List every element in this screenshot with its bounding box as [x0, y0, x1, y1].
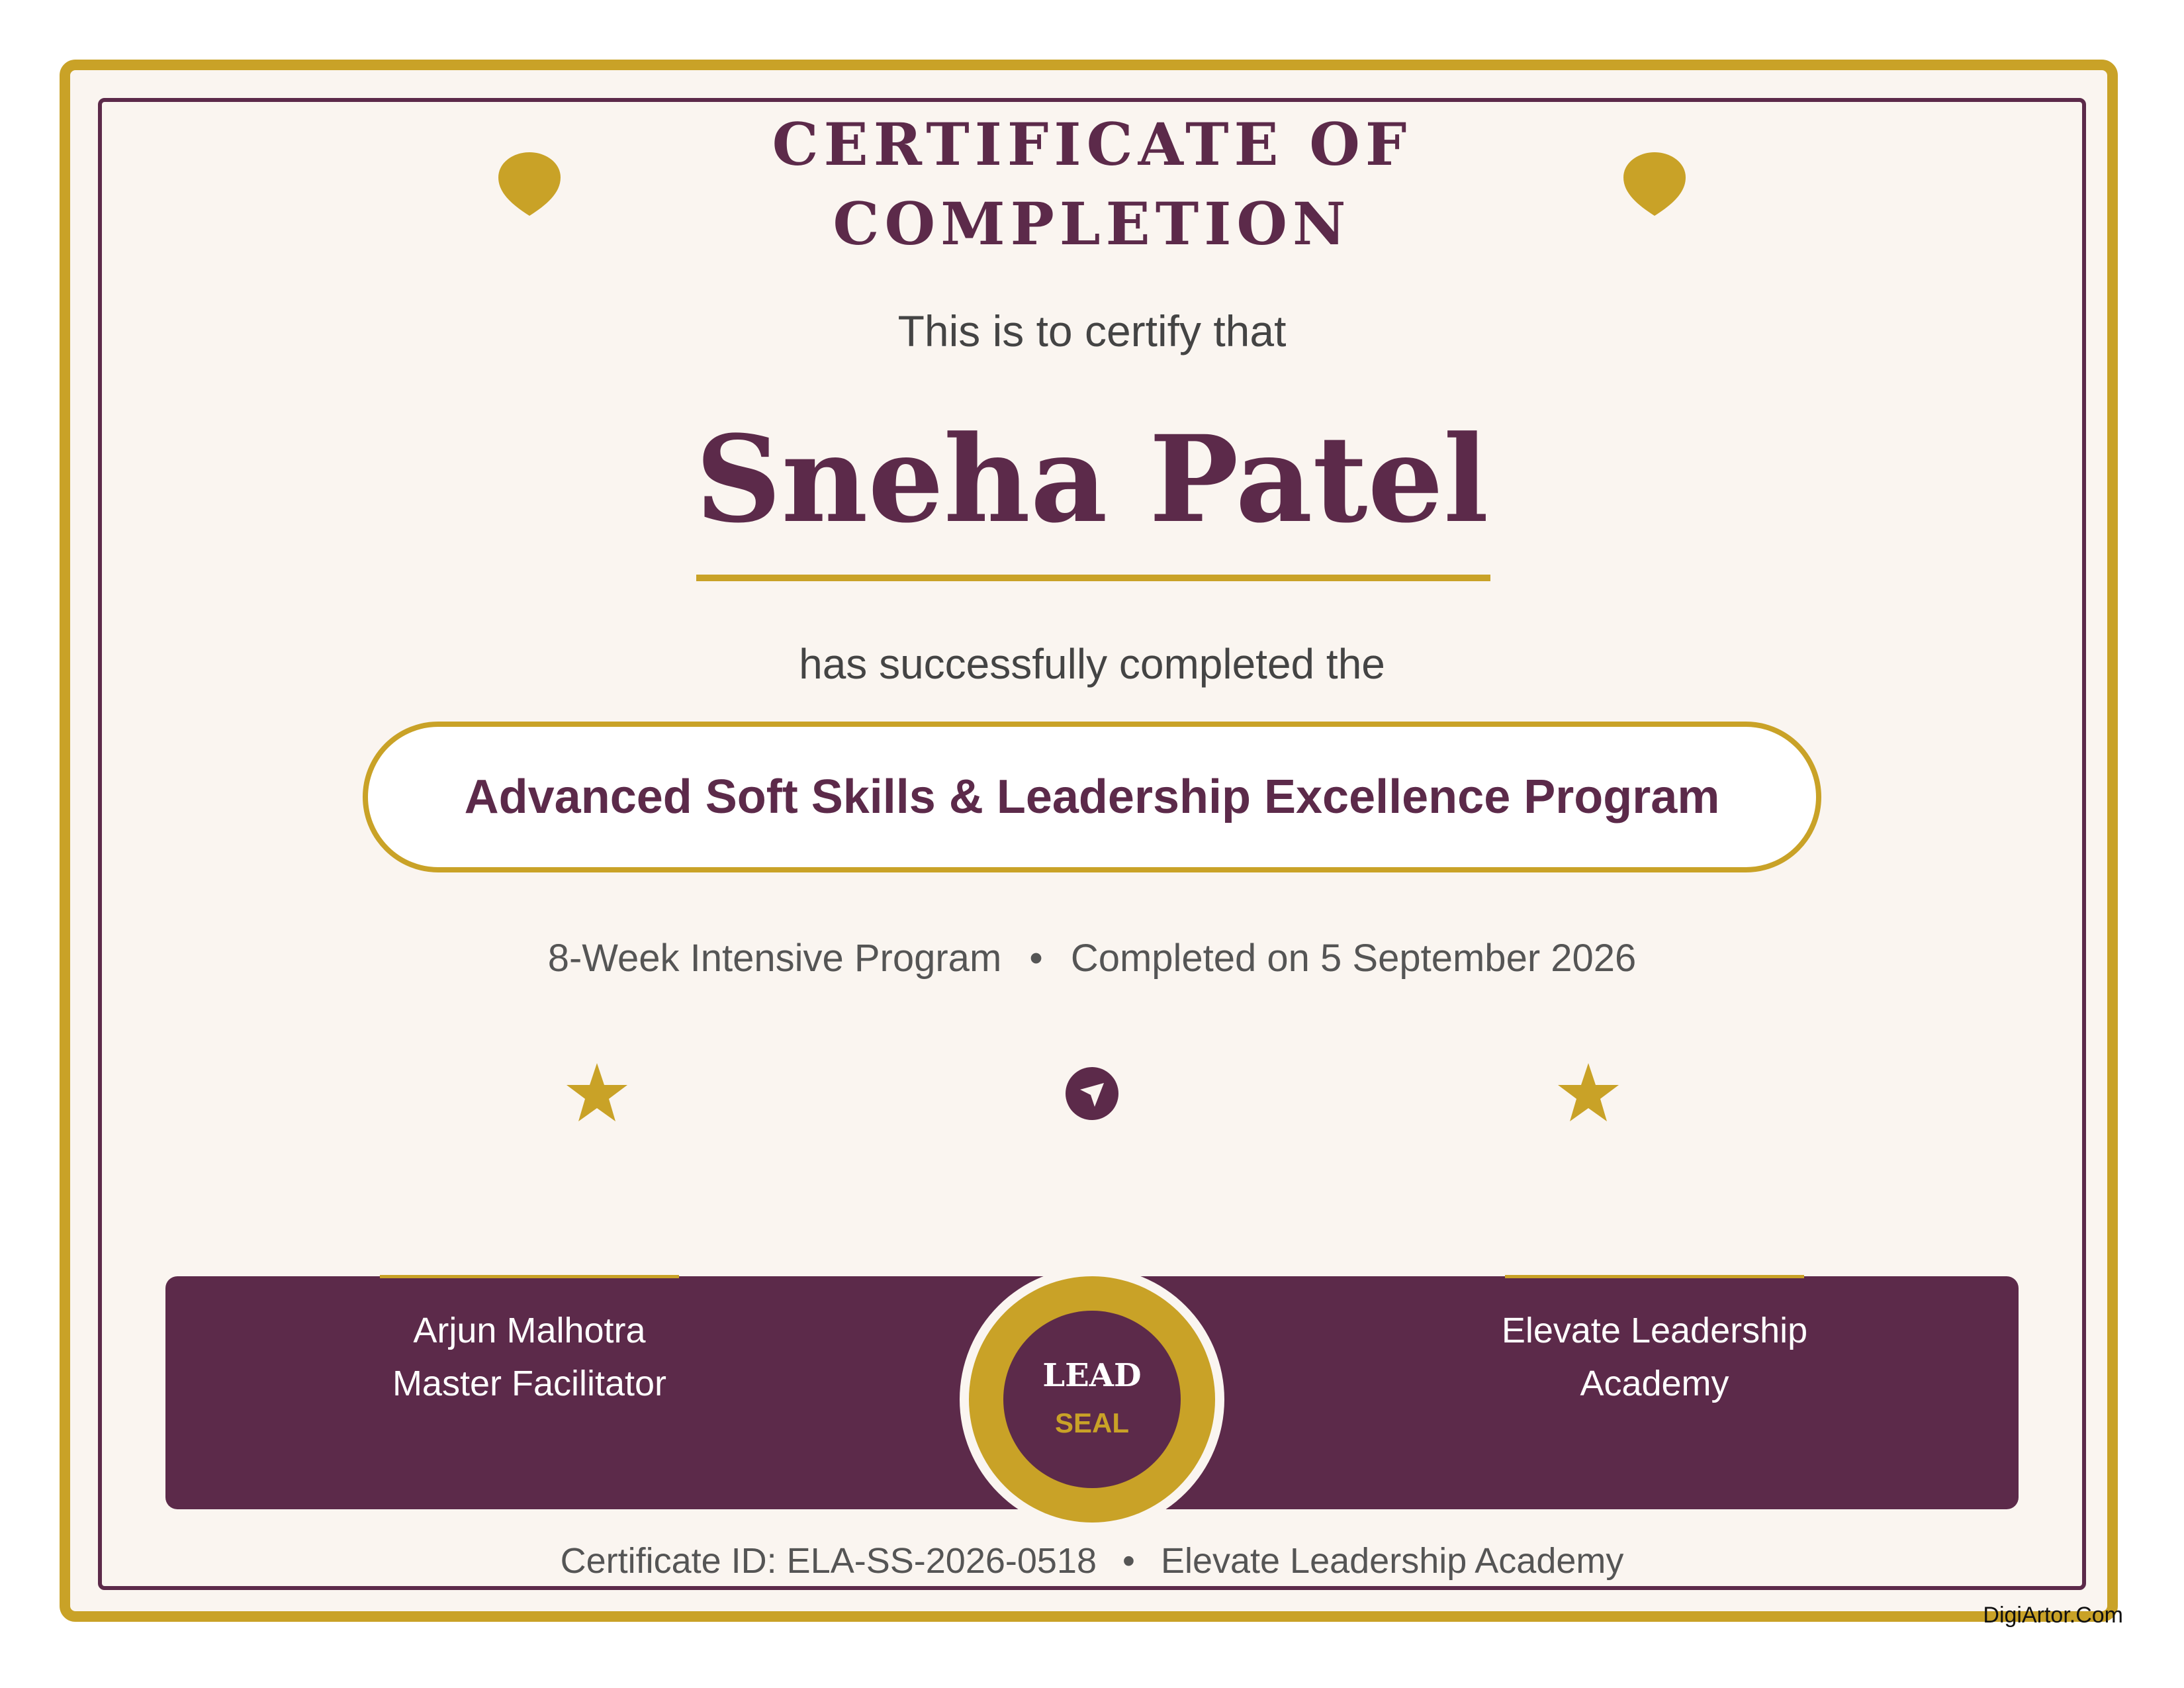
watermark: DigiArtor.Com: [1983, 1603, 2123, 1628]
facilitator-title: Master Facilitator: [392, 1364, 667, 1403]
certificate-title: [0, 105, 2184, 263]
right-signature-line: [1505, 1275, 1804, 1278]
academy-name-line-2: Academy: [1580, 1364, 1729, 1403]
footer-separator: •: [1122, 1541, 1135, 1581]
program-name: Advanced Soft Skills & Leadership Excellence Program: [464, 771, 1720, 823]
certificate-footer: [0, 1534, 2184, 1587]
compass-icon: [1064, 1066, 1120, 1121]
star-icon: [1555, 1060, 1621, 1127]
right-signature: [1423, 1304, 1886, 1410]
footer-organization: Elevate Leadership Academy: [1160, 1541, 1624, 1581]
star-icon: [564, 1060, 630, 1127]
seal-top-text: LEAD: [1042, 1357, 1142, 1394]
facilitator-name: Arjun Malhotra: [413, 1311, 646, 1350]
recipient-name: Sneha Patel: [695, 410, 1489, 549]
title-line-1: CERTIFICATE OF: [772, 110, 1412, 179]
completed-text: has successfully completed the: [799, 640, 1385, 688]
seal-bottom-text: SEAL: [1054, 1407, 1129, 1438]
name-underline: [696, 575, 1490, 581]
program-duration: 8-Week Intensive Program: [547, 937, 1002, 980]
left-signature-line: [380, 1275, 679, 1278]
meta-separator: •: [1029, 937, 1043, 980]
seal: [1003, 1311, 1181, 1488]
program-badge: [363, 722, 1821, 872]
title-line-2: COMPLETION: [833, 189, 1351, 258]
left-signature: [298, 1304, 761, 1410]
certificate-id: Certificate ID: ELA-SS-2026-0518: [560, 1541, 1097, 1581]
program-meta: [0, 932, 2184, 985]
completion-date: Completed on 5 September 2026: [1070, 937, 1637, 980]
intro-text: This is to certify that: [897, 306, 1287, 355]
academy-name-line-1: Elevate Leadership: [1501, 1311, 1808, 1350]
